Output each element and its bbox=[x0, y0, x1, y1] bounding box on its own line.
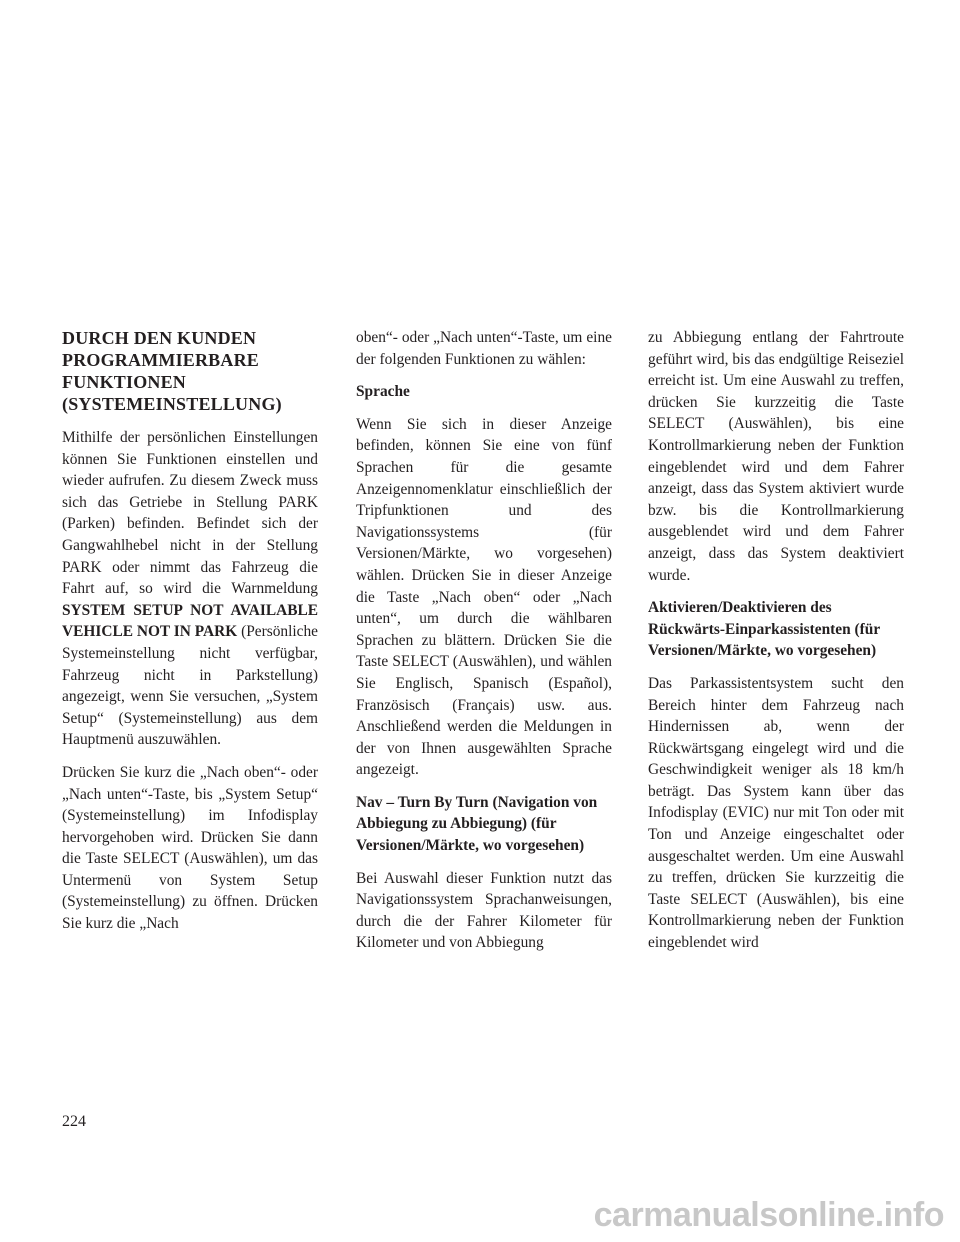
column-1 bbox=[62, 327, 318, 946]
navigation-paragraph: Bei Auswahl dieser Funktion nutzt das Navigationssystem Sprachanweisungen, durch die der Fahrer Kilometer für Kilometer und von Abbiegung bbox=[356, 869, 612, 952]
heading-line: PROGRAMMIERBARE bbox=[62, 350, 259, 370]
intro-text-continued: (Persönliche Systemeinstellung nicht verfügbar, Fahrzeug nicht in Parkstellung) angezeigt, wenn Sie versuchen, „System Setup“ (Systemeinstellung) aus dem Hauptmenü auszuwählen. bbox=[62, 623, 318, 749]
subheading-park-assist: Aktivieren/Deaktivieren des Rückwärts-Einparkassistenten (für Versionen/Märkte, wo vorgesehen) bbox=[648, 599, 880, 660]
subheading-language: Sprache bbox=[356, 383, 410, 401]
park-assist-paragraph: Das Parkassistentsystem sucht den Bereich hinter dem Fahrzeug nach Hindernissen ab, wenn der Rückwärtsgang eingelegt wird und die Geschwindigkeit weniger als 18 km/h beträgt. Das System kann über das Infodisplay (EVIC) nur mit Ton oder mit Ton und Anzeige eingeschaltet oder ausgeschaltet werden. Um eine Auswahl zu treffen, drücken Sie kurzzeitig die Taste SELECT (Auswählen), bis eine Kontrollmarkierung neben der Funktion eingeblendet wird bbox=[648, 674, 904, 952]
navigation-continued-paragraph: zu Abbiegung entlang der Fahrtroute geführt wird, bis das endgültige Reiseziel erreicht ist. Um eine Auswahl zu treffen, drücken Sie kurzzeitig die Taste SELECT (Auswählen), bis eine Kontrollmarkierung neben der Funktion eingeblendet wird und dem Fahrer anzeigt, dass das System aktiviert wurde bzw. bis die Kontrollmarkierung ausgeblendet wird und dem Fahrer anzeigt, dass das System deaktiviert wurde. bbox=[648, 329, 904, 584]
section-heading bbox=[62, 327, 318, 415]
watermark: carmanualsonline.info bbox=[593, 1196, 944, 1234]
subheading-navigation: Nav – Turn By Turn (Navigation von Abbiegung zu Abbiegung) (für Versionen/Märkte, wo vorgesehen) bbox=[356, 793, 598, 855]
warning-message: SYSTEM SETUP NOT AVAILABLE VEHICLE NOT IN PARK bbox=[62, 601, 318, 641]
heading-line: (SYSTEMEINSTELLUNG) bbox=[62, 394, 282, 414]
intro-text: Mithilfe der persönlichen Einstellungen können Sie Funktionen einstellen und wieder aufrufen. Zu diesem Zweck muss sich das Getriebe in Stellung PARK (Parken) befinden. Befindet sich der Gangwahlhebel nicht in der Stellung PARK oder nimmt das Fahrzeug die Fahrt auf, so wird die Warnmeldung bbox=[62, 429, 318, 598]
column-3 bbox=[648, 327, 904, 965]
continuation-paragraph: oben“- oder „Nach unten“-Taste, um eine der folgenden Funktionen zu wählen: bbox=[356, 329, 612, 368]
heading-line: FUNKTIONEN bbox=[62, 372, 187, 392]
heading-line: DURCH DEN KUNDEN bbox=[62, 328, 257, 348]
intro-paragraph bbox=[62, 427, 318, 751]
instruction-paragraph: Drücken Sie kurz die „Nach oben“- oder „Nach unten“-Taste, bis „System Setup“ (Systemeinstellung) im Infodisplay hervorgehoben wird. Drücken Sie dann die Taste SELECT (Auswählen), um das Untermenü von System Setup (Systemeinstellung) zu öffnen. Drücken Sie kurz die „Nach bbox=[62, 763, 318, 933]
language-paragraph: Wenn Sie sich in dieser Anzeige befinden, können Sie eine von fünf Sprachen für die gesamte Anzeigennomenklatur einschließlich der Tripfunktionen und des Navigationssystems (für Versionen/Märkte, wo vorgesehen) wählen. Drücken Sie in dieser Anzeige die Taste „Nach oben“ oder „Nach unten“, um durch die wählbaren Sprachen zu blättern. Drücken Sie die Taste SELECT (Auswählen), und wählen Sie Englisch, Spanisch (Español), Französisch (Français) usw. aus. Anschließend werden die Meldungen in der von Ihnen ausgewählten Sprache angezeigt. bbox=[356, 415, 612, 779]
page-number: 224 bbox=[62, 1113, 86, 1130]
column-2 bbox=[356, 327, 612, 965]
